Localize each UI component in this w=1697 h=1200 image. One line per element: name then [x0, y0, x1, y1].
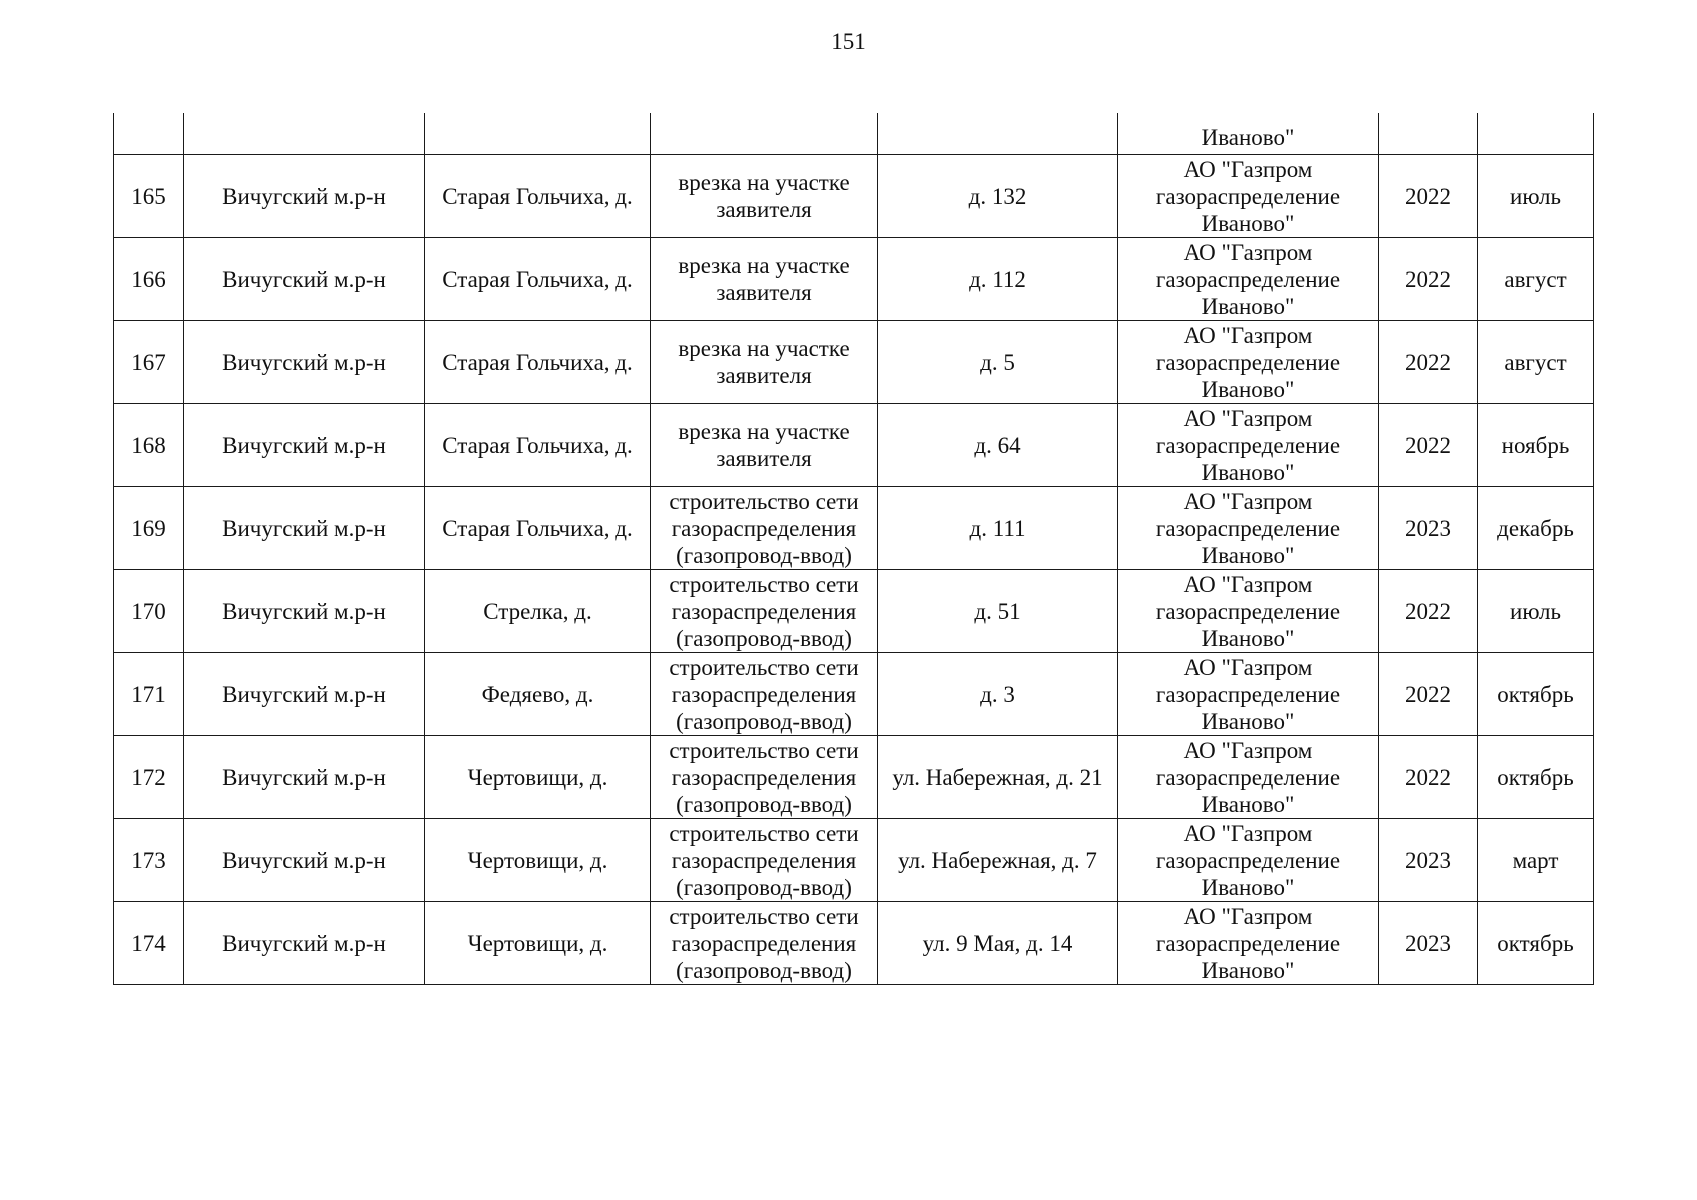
- cell-organization: АО "Газпром газораспределение Иваново": [1118, 321, 1379, 404]
- cell-year: 2022: [1379, 238, 1478, 321]
- cell-district: Вичугский м.р-н: [184, 404, 425, 487]
- cell-organization: АО "Газпром газораспределение Иваново": [1118, 653, 1379, 736]
- cell-year: 2023: [1379, 487, 1478, 570]
- cell-num: 173: [114, 819, 184, 902]
- cell-month: июль: [1478, 570, 1594, 653]
- page-number: 151: [831, 29, 866, 54]
- cell-work-type: строительство сети газораспределения (газопровод-ввод): [651, 902, 878, 985]
- cell-address: д. 64: [878, 404, 1118, 487]
- table-row: [114, 902, 1594, 985]
- cell-num: 165: [114, 155, 184, 238]
- cell-settlement: Старая Гольчиха, д.: [425, 487, 651, 570]
- cell-address: д. 111: [878, 487, 1118, 570]
- table-row: [114, 487, 1594, 570]
- cell-month: октябрь: [1478, 653, 1594, 736]
- cell-district: Вичугский м.р-н: [184, 902, 425, 985]
- cell-settlement: Стрелка, д.: [425, 570, 651, 653]
- cell-month: [1478, 113, 1594, 155]
- cell-settlement: Старая Гольчиха, д.: [425, 155, 651, 238]
- cell-year: 2022: [1379, 321, 1478, 404]
- cell-work-type: строительство сети газораспределения (газопровод-ввод): [651, 653, 878, 736]
- cell-year: 2022: [1379, 736, 1478, 819]
- cell-address: д. 132: [878, 155, 1118, 238]
- cell-address: д. 5: [878, 321, 1118, 404]
- cell-district: Вичугский м.р-н: [184, 653, 425, 736]
- cell-num: 172: [114, 736, 184, 819]
- continuation-row: [114, 113, 1594, 155]
- table-row: [114, 238, 1594, 321]
- table-row: [114, 736, 1594, 819]
- gasification-table: [113, 113, 1594, 985]
- cell-organization: Иваново": [1118, 113, 1379, 155]
- cell-district: Вичугский м.р-н: [184, 155, 425, 238]
- cell-year: 2023: [1379, 902, 1478, 985]
- cell-num: 174: [114, 902, 184, 985]
- table-body: [114, 113, 1594, 985]
- cell-year: 2022: [1379, 653, 1478, 736]
- cell-address: ул. Набережная, д. 21: [878, 736, 1118, 819]
- cell-settlement: Старая Гольчиха, д.: [425, 404, 651, 487]
- cell-address: [878, 113, 1118, 155]
- cell-address: д. 112: [878, 238, 1118, 321]
- cell-district: Вичугский м.р-н: [184, 487, 425, 570]
- cell-num: 166: [114, 238, 184, 321]
- cell-district: Вичугский м.р-н: [184, 238, 425, 321]
- cell-month: октябрь: [1478, 736, 1594, 819]
- cell-year: [1379, 113, 1478, 155]
- cell-work-type: врезка на участке заявителя: [651, 238, 878, 321]
- cell-work-type: строительство сети газораспределения (газопровод-ввод): [651, 819, 878, 902]
- cell-work-type: [651, 113, 878, 155]
- cell-num: 170: [114, 570, 184, 653]
- cell-settlement: Федяево, д.: [425, 653, 651, 736]
- table-row: [114, 321, 1594, 404]
- cell-work-type: строительство сети газораспределения (газопровод-ввод): [651, 570, 878, 653]
- table-row: [114, 155, 1594, 238]
- cell-address: д. 51: [878, 570, 1118, 653]
- cell-work-type: строительство сети газораспределения (газопровод-ввод): [651, 487, 878, 570]
- cell-year: 2022: [1379, 404, 1478, 487]
- cell-num: 169: [114, 487, 184, 570]
- cell-district: [184, 113, 425, 155]
- cell-organization: АО "Газпром газораспределение Иваново": [1118, 404, 1379, 487]
- table-row: [114, 570, 1594, 653]
- cell-address: д. 3: [878, 653, 1118, 736]
- cell-month: июль: [1478, 155, 1594, 238]
- cell-address: ул. 9 Мая, д. 14: [878, 902, 1118, 985]
- cell-organization: АО "Газпром газораспределение Иваново": [1118, 736, 1379, 819]
- cell-settlement: Чертовищи, д.: [425, 819, 651, 902]
- cell-num: [114, 113, 184, 155]
- cell-work-type: врезка на участке заявителя: [651, 404, 878, 487]
- cell-year: 2022: [1379, 570, 1478, 653]
- table-row: [114, 653, 1594, 736]
- cell-district: Вичугский м.р-н: [184, 321, 425, 404]
- cell-district: Вичугский м.р-н: [184, 819, 425, 902]
- cell-organization: АО "Газпром газораспределение Иваново": [1118, 238, 1379, 321]
- cell-settlement: Старая Гольчиха, д.: [425, 238, 651, 321]
- cell-year: 2022: [1379, 155, 1478, 238]
- cell-month: август: [1478, 238, 1594, 321]
- cell-settlement: Чертовищи, д.: [425, 736, 651, 819]
- cell-organization: АО "Газпром газораспределение Иваново": [1118, 155, 1379, 238]
- cell-num: 171: [114, 653, 184, 736]
- cell-organization: АО "Газпром газораспределение Иваново": [1118, 902, 1379, 985]
- table-row: [114, 404, 1594, 487]
- cell-settlement: Старая Гольчиха, д.: [425, 321, 651, 404]
- cell-district: Вичугский м.р-н: [184, 736, 425, 819]
- cell-address: ул. Набережная, д. 7: [878, 819, 1118, 902]
- cell-work-type: врезка на участке заявителя: [651, 321, 878, 404]
- cell-num: 168: [114, 404, 184, 487]
- cell-organization: АО "Газпром газораспределение Иваново": [1118, 570, 1379, 653]
- table-row: [114, 819, 1594, 902]
- cell-work-type: врезка на участке заявителя: [651, 155, 878, 238]
- cell-month: декабрь: [1478, 487, 1594, 570]
- cell-district: Вичугский м.р-н: [184, 570, 425, 653]
- cell-work-type: строительство сети газораспределения (газопровод-ввод): [651, 736, 878, 819]
- cell-settlement: Чертовищи, д.: [425, 902, 651, 985]
- cell-month: март: [1478, 819, 1594, 902]
- cell-organization: АО "Газпром газораспределение Иваново": [1118, 487, 1379, 570]
- cell-month: ноябрь: [1478, 404, 1594, 487]
- cell-month: август: [1478, 321, 1594, 404]
- cell-year: 2023: [1379, 819, 1478, 902]
- cell-organization: АО "Газпром газораспределение Иваново": [1118, 819, 1379, 902]
- cell-month: октябрь: [1478, 902, 1594, 985]
- cell-settlement: [425, 113, 651, 155]
- cell-num: 167: [114, 321, 184, 404]
